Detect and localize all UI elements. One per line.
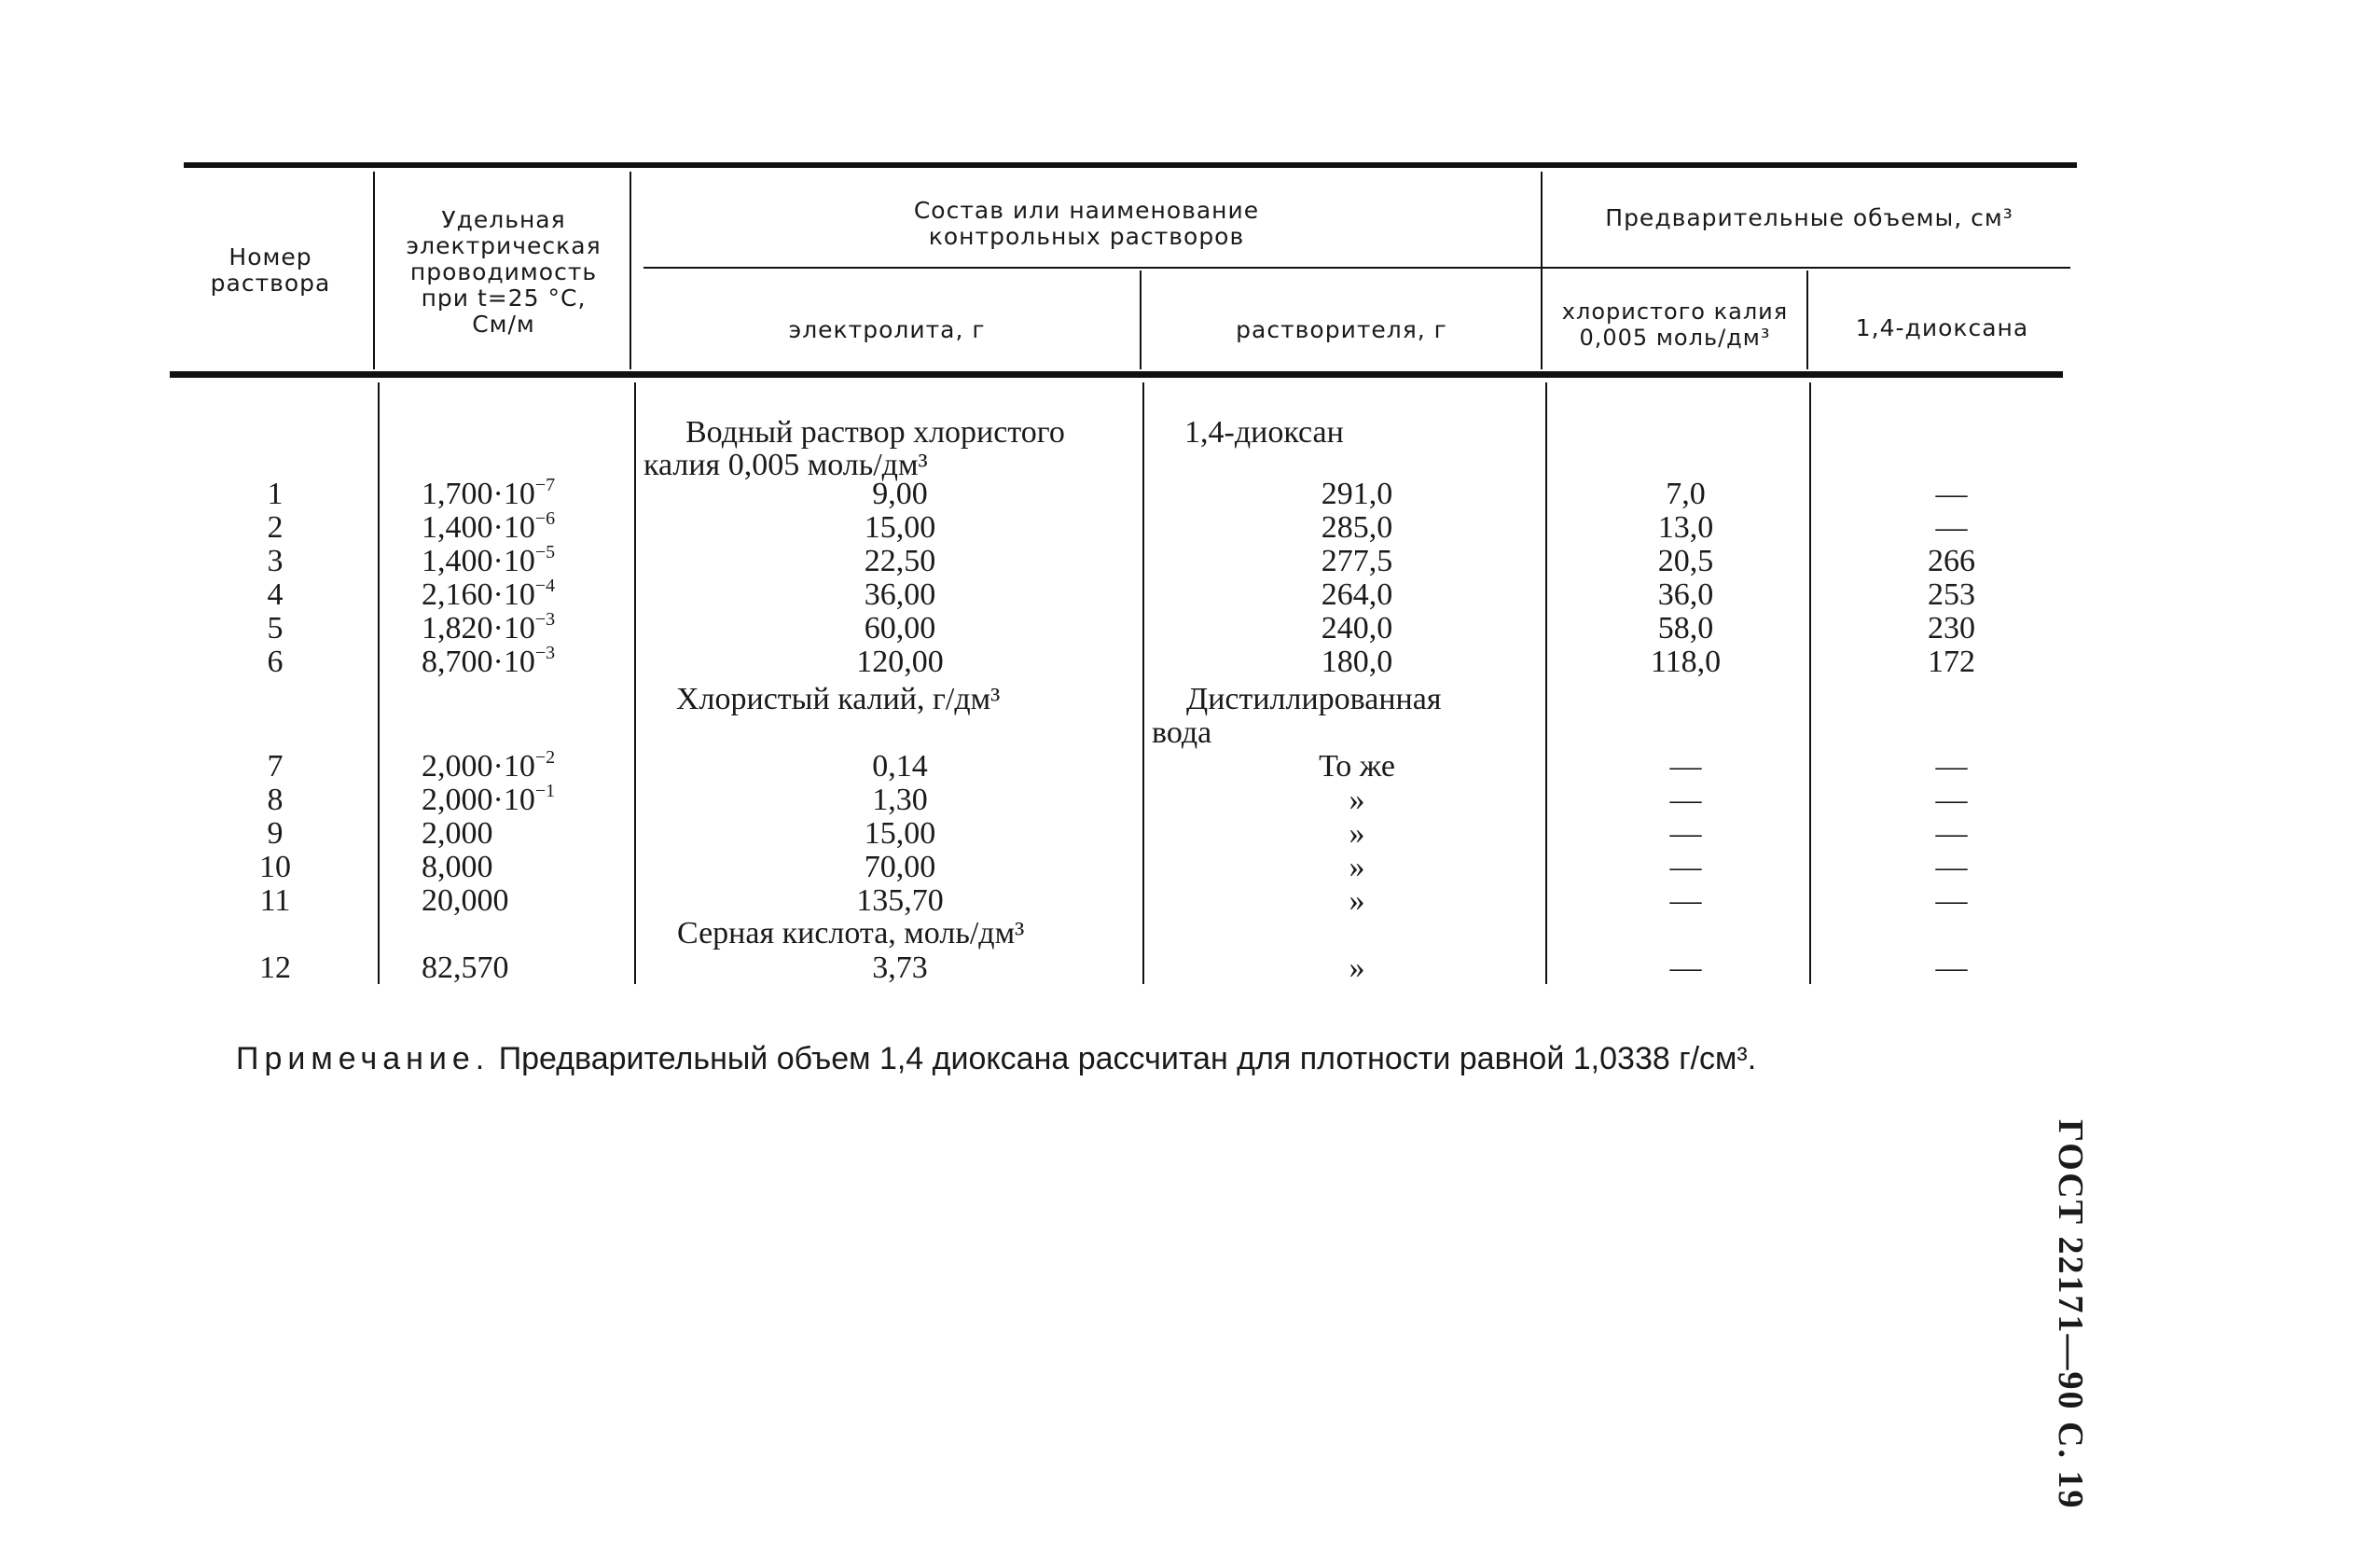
row-solvent: 180,0 — [1321, 645, 1393, 679]
row-electrolyte: 9,00 — [872, 477, 928, 511]
header-divider — [630, 172, 631, 369]
row-solvent: 277,5 — [1321, 544, 1393, 578]
conductivity-exponent: −2 — [534, 747, 556, 768]
row-solvent: 240,0 — [1321, 611, 1393, 645]
header-volumes: Предварительные объемы, см³ — [1605, 204, 2013, 231]
header-divider — [1541, 172, 1543, 369]
header-kcl-line: хлористого калия — [1561, 298, 1789, 325]
header-conductivity-line: Удельная — [441, 206, 566, 233]
row-dioxane-volume: — — [1935, 951, 1968, 985]
row-kcl-volume: — — [1669, 783, 1702, 817]
row-electrolyte: 0,14 — [872, 749, 928, 784]
row-number: 8 — [267, 783, 284, 817]
conductivity-mantissa: 1,820·10 — [422, 611, 535, 645]
row-kcl-volume: — — [1669, 749, 1702, 784]
row-conductivity — [422, 817, 493, 851]
conductivity-mantissa: 2,000 — [422, 816, 493, 851]
row-electrolyte: 15,00 — [864, 510, 936, 545]
conductivity-mantissa: 1,700·10 — [422, 477, 535, 511]
row-dioxane-volume: — — [1935, 850, 1968, 884]
row-dioxane-volume: — — [1935, 749, 1968, 784]
row-kcl-volume: — — [1669, 951, 1702, 985]
conductivity-mantissa: 8,700·10 — [422, 645, 535, 679]
header-sub-rule — [643, 267, 2070, 269]
row-number: 12 — [259, 951, 291, 985]
conductivity-exponent: −1 — [534, 781, 556, 801]
conductivity-exponent: −5 — [534, 542, 556, 562]
group-heading: 1,4-диоксан — [1184, 415, 1344, 450]
row-kcl-volume: 36,0 — [1657, 577, 1714, 612]
header-number-text: Номер раствора — [210, 243, 331, 297]
row-conductivity — [422, 851, 493, 884]
row-number: 10 — [259, 850, 291, 884]
header-conductivity — [378, 207, 630, 338]
row-electrolyte: 60,00 — [864, 611, 936, 645]
header-bottom-rule — [170, 371, 2063, 378]
note-text: Предварительный объем 1,4 диоксана рассчитан для плотности равной 1,0338 г/см³. — [498, 1041, 1757, 1076]
row-electrolyte: 70,00 — [864, 850, 936, 884]
row-dioxane-volume: 253 — [1928, 577, 1975, 612]
row-electrolyte: 22,50 — [864, 544, 936, 578]
row-number: 3 — [267, 544, 284, 578]
header-composition — [634, 198, 1539, 250]
row-kcl-volume: 20,5 — [1657, 544, 1714, 578]
row-kcl-volume: 13,0 — [1657, 510, 1714, 545]
header-divider — [373, 172, 375, 369]
row-kcl-volume: 7,0 — [1666, 477, 1706, 511]
row-dioxane-volume: 172 — [1928, 645, 1975, 679]
group-heading: Серная кислота, моль/дм³ — [677, 916, 1025, 951]
row-conductivity — [422, 747, 556, 784]
row-conductivity — [422, 578, 555, 612]
conductivity-mantissa: 1,400·10 — [422, 544, 535, 578]
header-conductivity-line: при t=25 °С, — [421, 284, 587, 312]
row-conductivity — [422, 645, 555, 679]
row-dioxane-volume: 266 — [1928, 544, 1975, 578]
row-electrolyte: 1,30 — [872, 783, 928, 817]
row-conductivity — [422, 951, 509, 985]
row-number: 7 — [267, 749, 284, 784]
header-conductivity-line: См/м — [472, 311, 535, 338]
row-dioxane-volume: — — [1935, 883, 1968, 918]
row-electrolyte: 36,00 — [864, 577, 936, 612]
row-kcl-volume: — — [1669, 850, 1702, 884]
row-conductivity — [422, 884, 509, 918]
header-kcl — [1543, 298, 1806, 351]
page-side-label: ГОСТ 22171—90 С. 19 — [2051, 1119, 2090, 1510]
conductivity-mantissa: 20,000 — [422, 883, 509, 918]
conductivity-mantissa: 2,000·10 — [422, 749, 535, 784]
row-conductivity — [422, 508, 556, 545]
group-heading: Хлористый калий, г/дм³ — [676, 682, 1001, 716]
row-electrolyte: 3,73 — [872, 951, 928, 985]
row-solvent: 291,0 — [1321, 477, 1393, 511]
header-composition-line: контрольных растворов — [928, 223, 1245, 250]
conductivity-mantissa: 8,000 — [422, 850, 493, 884]
conductivity-mantissa: 2,160·10 — [422, 577, 535, 612]
table-note — [236, 1040, 1756, 1077]
row-number: 4 — [267, 577, 284, 612]
conductivity-exponent: −7 — [534, 475, 556, 495]
header-composition-line: Состав или наименование — [913, 197, 1260, 224]
row-solvent: 264,0 — [1321, 577, 1393, 612]
header-dioxane: 1,4-диоксана — [1855, 314, 2029, 341]
conductivity-mantissa: 2,000·10 — [422, 783, 535, 817]
row-conductivity — [422, 781, 556, 817]
body-divider — [378, 382, 380, 984]
header-number — [187, 244, 354, 297]
group-heading: Водный раствор хлористого — [685, 415, 1065, 450]
header-conductivity-line: электрическая — [406, 232, 602, 259]
group-heading: Дистиллированная — [1186, 682, 1442, 716]
row-dioxane-volume: — — [1935, 477, 1968, 511]
row-number: 6 — [267, 645, 284, 679]
row-number: 1 — [267, 477, 284, 511]
header-divider — [1140, 271, 1142, 369]
row-solvent: То же — [1319, 749, 1395, 784]
conductivity-exponent: −3 — [534, 609, 556, 630]
conductivity-exponent: −4 — [534, 576, 556, 596]
row-kcl-volume: — — [1669, 816, 1702, 851]
group-heading: вода — [1152, 715, 1212, 750]
conductivity-exponent: −6 — [534, 508, 556, 529]
row-number: 5 — [267, 611, 284, 645]
header-kcl-line: 0,005 моль/дм³ — [1579, 325, 1771, 351]
row-solvent: » — [1349, 783, 1365, 817]
note-label: Примечание. — [236, 1041, 491, 1076]
header-conductivity-line: проводимость — [409, 258, 598, 285]
row-dioxane-volume: — — [1935, 510, 1968, 545]
row-electrolyte: 15,00 — [864, 816, 936, 851]
row-conductivity — [422, 609, 556, 645]
row-conductivity — [422, 475, 556, 511]
row-solvent: » — [1349, 850, 1365, 884]
row-solvent: » — [1349, 883, 1365, 918]
group-heading: калия 0,005 моль/дм³ — [643, 448, 928, 482]
row-electrolyte: 135,70 — [856, 883, 944, 918]
conductivity-mantissa: 1,400·10 — [422, 510, 535, 545]
row-dioxane-volume: — — [1935, 783, 1968, 817]
row-number: 9 — [267, 816, 284, 851]
body-divider — [634, 382, 636, 984]
row-kcl-volume: 58,0 — [1657, 611, 1714, 645]
row-dioxane-volume: 230 — [1928, 611, 1975, 645]
header-solvent: растворителя, г — [1236, 316, 1447, 343]
row-solvent: » — [1349, 816, 1365, 851]
row-dioxane-volume: — — [1935, 816, 1968, 851]
header-divider — [1806, 271, 1808, 369]
row-number: 11 — [259, 883, 291, 918]
row-solvent: » — [1349, 951, 1365, 985]
table-top-rule — [184, 162, 2077, 168]
row-conductivity — [422, 542, 556, 578]
row-number: 2 — [267, 510, 284, 545]
row-kcl-volume: — — [1669, 883, 1702, 918]
row-electrolyte: 120,00 — [856, 645, 944, 679]
conductivity-exponent: −3 — [534, 643, 556, 663]
row-solvent: 285,0 — [1321, 510, 1393, 545]
header-electrolyte: электролита, г — [788, 316, 986, 343]
conductivity-mantissa: 82,570 — [422, 951, 509, 985]
row-kcl-volume: 118,0 — [1650, 645, 1722, 679]
